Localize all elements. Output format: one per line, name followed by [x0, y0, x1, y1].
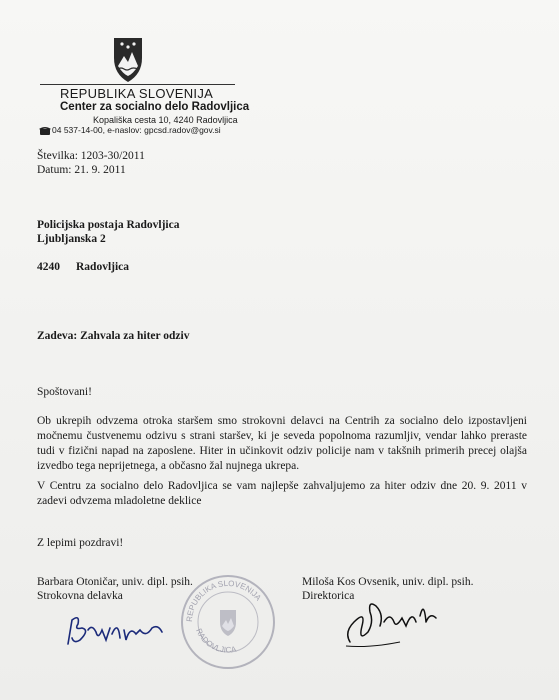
header-divider	[40, 84, 235, 85]
faded-watermark	[240, 4, 370, 18]
recipient-postcode: 4240	[37, 261, 60, 273]
header-center-name: Center za socialno delo Radovljica	[60, 101, 250, 113]
header-contact: 04 537-14-00, e-naslov: gpcsd.radov@gov.si	[52, 125, 221, 135]
recipient-city: Radovljica	[76, 261, 130, 273]
letter-subject: Zadeva: Zahvala za hiter odziv	[37, 330, 190, 342]
stamp-text-top: REPUBLIKA SLOVENIJA	[184, 578, 263, 623]
letter-greeting: Spoštovani!	[37, 386, 92, 398]
signatory-role: Direktorica	[302, 590, 355, 602]
document-date: Datum: 21. 9. 2011	[37, 164, 126, 176]
stamp-text-bottom: RADOVLJICA	[194, 627, 237, 655]
letter-closing: Z lepimi pozdravi!	[37, 537, 124, 549]
official-stamp-seal	[178, 572, 278, 672]
header-address: Kopališka cesta 10, 4240 Radovljica	[93, 115, 238, 125]
header-republic: REPUBLIKA SLOVENIJA	[60, 86, 214, 101]
document-number: Številka: 1203-30/2011	[37, 150, 145, 162]
recipient-postal	[37, 261, 129, 273]
signatory-name: Miloša Kos Ovsenik, univ. dipl. psih.	[302, 576, 474, 588]
body-paragraph: V Centru za socialno delo Radovljica se vam najlepše zahvaljujemo za hiter odziv dne 20. 9. 2011 v zadevi odvzema mladoletne deklice	[37, 480, 527, 507]
signatory-name: Barbara Otoničar, univ. dipl. psih.	[37, 576, 193, 588]
handwritten-signature-left	[62, 610, 172, 650]
slovenia-coat-of-arms-icon	[110, 36, 146, 84]
body-paragraph: Ob ukrepih odvzema otroka staršem smo strokovni delavci na Centrih za socialno delo izpostavljeni močnemu čustvenemu odzivu s strani staršev, ki je seveda popolnoma razumljiv, vendar lahko preraste tudi v fizični napad na zaposlene. Hiter in učinkovit odziv policije nam v takšnih primerih precej olajša izvedbo tega neprijetnega, a občasno žal nujnega ukrepa.	[37, 415, 527, 472]
recipient-name: Policijska postaja Radovljica	[37, 219, 180, 231]
recipient-street: Ljubljanska 2	[37, 233, 106, 245]
signatory-left	[37, 575, 193, 603]
signatory-role: Strokovna delavka	[37, 590, 123, 602]
handwritten-signature-right	[340, 592, 440, 652]
